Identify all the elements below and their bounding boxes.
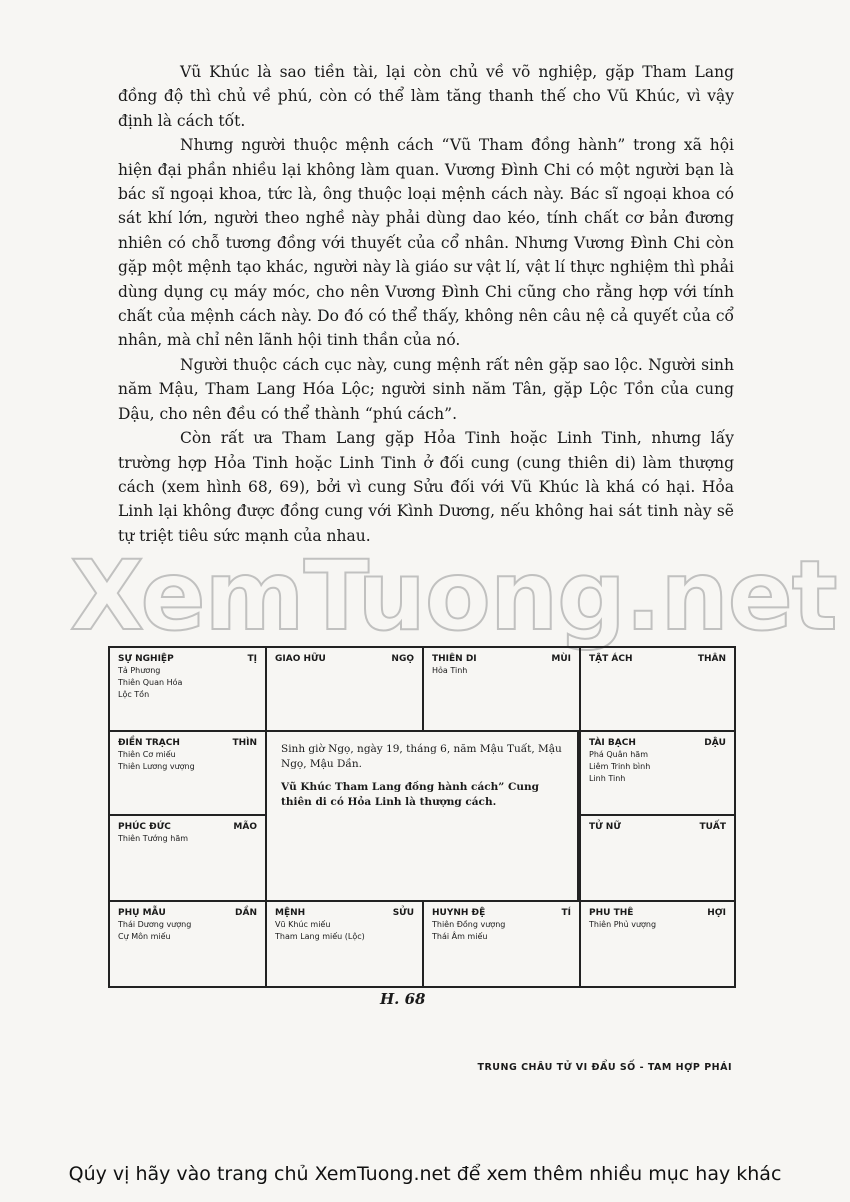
star-line: Tham Lang miếu (Lộc) xyxy=(275,932,365,941)
star-line: Vũ Khúc miếu xyxy=(275,920,331,929)
star-line: Thiên Cơ miếu xyxy=(118,750,176,759)
paragraph-2: Nhưng người thuộc mệnh cách “Vũ Tham đồng hành” trong xã hội hiện đại phần nhiều lại không làm quan. Vương Đình Chi có một người bạn là bác sĩ ngoại khoa, tức là, ông thuộc loại mệnh cách này. Bác sĩ ngoại khoa có sát khí lớn, người theo nghề này phải dùng dao kéo, tính chất cơ bản đương nhiên có chỗ tương đồng với thuyết của cổ nhân. Nhưng Vương Đình Chi còn gặp một mệnh tạo khác, người này là giáo sư vật lí, vật lí thực nghiệm thì phải dùng dụng cụ máy móc, cho nên Vương Đình Chi cũng cho rằng hợp với tính chất của mệnh cách này. Do đó có thể thấy, không nên câu nệ cả quyết của cổ nhân, mà chỉ nên lãnh hội tinh thần của nó. xyxy=(118,136,734,350)
star-line: Linh Tinh xyxy=(589,774,626,783)
palace-tat-ach xyxy=(579,646,736,732)
palace-branch: THÌN xyxy=(232,738,257,748)
palace-thien-di xyxy=(422,646,581,732)
palace-tai-bach xyxy=(579,730,736,816)
palace-name: MỆNH xyxy=(275,908,306,918)
star-line: Thiên Tướng hãm xyxy=(118,834,189,843)
palace-branch: THÂN xyxy=(697,654,726,664)
palace-branch: TỊ xyxy=(247,654,257,664)
star-line: Tả Phương xyxy=(118,666,161,675)
star-line: Lộc Tồn xyxy=(118,690,150,699)
horoscope-chart xyxy=(108,646,736,988)
paragraph-3: Người thuộc cách cục này, cung mệnh rất nên gặp sao lộc. Người sinh năm Mậu, Tham Lang Hóa Lộc; người sinh năm Tân, gặp Lộc Tồn của cung Dậu, cho nên đều có thể thành “phú cách”. xyxy=(118,355,734,423)
birth-info: Sinh giờ Ngọ, ngày 19, tháng 6, năm Mậu Tuất, Mậu Ngọ, Mậu Dần. xyxy=(281,743,562,770)
star-line: Thiên Phủ vượng xyxy=(589,920,657,929)
palace-name: TẬT ÁCH xyxy=(589,654,633,664)
star-line: Hỏa Tinh xyxy=(432,666,468,675)
palace-branch: DẬU xyxy=(704,738,726,748)
palace-branch: MÙI xyxy=(551,654,571,664)
body-text xyxy=(118,60,734,548)
star-line: Thiên Quan Hóa xyxy=(118,678,183,687)
palace-branch: SỬU xyxy=(392,908,414,918)
palace-branch: DẦN xyxy=(235,908,257,918)
star-line: Thiên Lương vượng xyxy=(118,762,195,771)
palace-branch: TÍ xyxy=(561,908,571,918)
palace-name: THIÊN DI xyxy=(432,654,477,664)
palace-branch: TUẤT xyxy=(699,822,726,832)
palace-giao-huu xyxy=(265,646,424,732)
palace-phuc-duc xyxy=(108,814,267,902)
running-footer: TRUNG CHÂU TỬ VI ĐẨU SỐ - TAM HỢP PHÁI xyxy=(477,1062,732,1073)
star-line: Phá Quân hãm xyxy=(589,750,648,759)
star-line: Cự Môn miếu xyxy=(118,932,171,941)
palace-tu-nu xyxy=(579,814,736,902)
site-link-note[interactable]: Qúy vị hãy vào trang chủ XemTuong.net để xem thêm nhiều mục hay khác xyxy=(68,1163,782,1185)
star-line: Thái Dương vượng xyxy=(118,920,192,929)
paragraph-1: Vũ Khúc là sao tiền tài, lại còn chủ về võ nghiệp, gặp Tham Lang đồng độ thì chủ về phú, còn có thể làm tăng thanh thế cho Vũ Khúc, vì vậy định là cách tốt. xyxy=(118,63,734,130)
palace-name: TÀI BẠCH xyxy=(589,738,636,748)
palace-name: SỰ NGHIỆP xyxy=(118,654,174,664)
figure-caption: H. 68 xyxy=(380,990,426,1008)
palace-huynh-de xyxy=(422,900,581,988)
palace-phu-mau xyxy=(108,900,267,988)
palace-branch: MÃO xyxy=(233,822,257,832)
palace-su-nghiep xyxy=(108,646,267,732)
chart-center-info xyxy=(265,730,579,902)
star-line: Thái Âm miếu xyxy=(432,932,488,941)
star-line: Liêm Trinh bình xyxy=(589,762,651,771)
palace-branch: HỢI xyxy=(707,908,726,918)
palace-dien-trach xyxy=(108,730,267,816)
palace-name: PHÚC ĐỨC xyxy=(118,822,171,832)
palace-phu-the xyxy=(579,900,736,988)
pattern-info: Vũ Khúc Tham Lang đồng hành cách” Cung thiên di có Hỏa Linh là thượng cách. xyxy=(281,781,539,808)
palace-menh xyxy=(265,900,424,988)
watermark: XemTuong.net xyxy=(70,540,837,652)
palace-name: TỬ NỮ xyxy=(589,822,621,832)
palace-name: ĐIỀN TRẠCH xyxy=(118,738,180,748)
palace-name: PHU THÊ xyxy=(589,908,634,918)
star-line: Thiên Đồng vượng xyxy=(432,920,506,929)
palace-name: GIAO HỮU xyxy=(275,654,326,664)
palace-name: HUYNH ĐỆ xyxy=(432,908,486,918)
palace-branch: NGỌ xyxy=(391,654,414,664)
palace-name: PHỤ MẪU xyxy=(118,908,166,918)
paragraph-4: Còn rất ưa Tham Lang gặp Hỏa Tinh hoặc Linh Tinh, nhưng lấy trường hợp Hỏa Tinh hoặc Linh Tinh ở đối cung (cung thiên di) làm thượng cách (xem hình 68, 69), bởi vì cung Sửu đối với Vũ Khúc là khá có hại. Hỏa Linh lại không được đồng cung với Kình Dương, nếu không hai sát tinh này sẽ tự triệt tiêu sức mạnh của nhau. xyxy=(118,429,734,545)
